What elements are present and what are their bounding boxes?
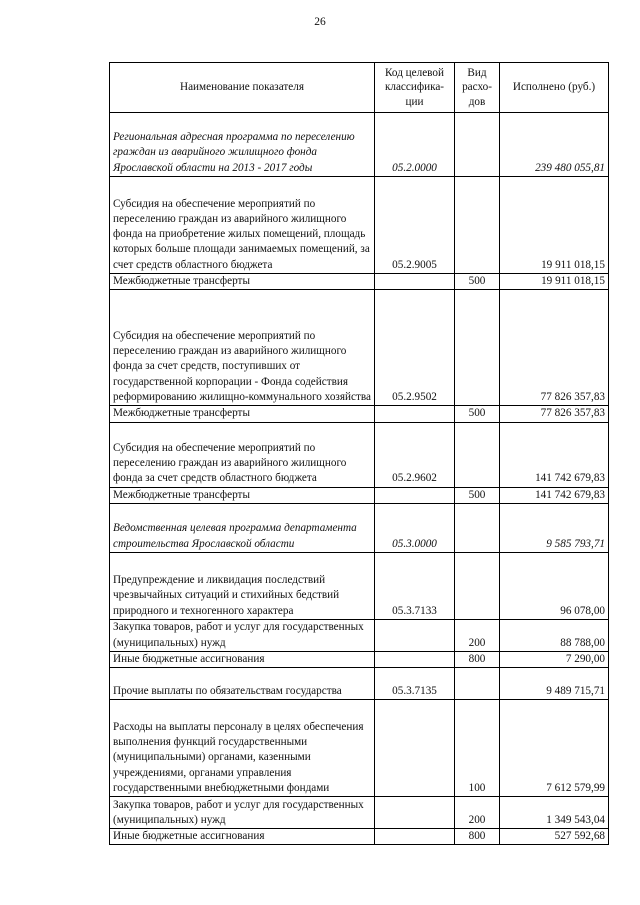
cell-type: 800 bbox=[455, 651, 500, 667]
cell-code: 05.2.9502 bbox=[375, 290, 455, 406]
cell-amount: 1 349 543,04 bbox=[500, 797, 609, 829]
cell-name: Иные бюджетные ассигнования bbox=[110, 829, 375, 845]
cell-code: 05.3.7133 bbox=[375, 552, 455, 619]
cell-code bbox=[375, 797, 455, 829]
table-row bbox=[110, 406, 609, 422]
table-row bbox=[110, 503, 609, 552]
table-row bbox=[110, 700, 609, 797]
cell-type: 200 bbox=[455, 797, 500, 829]
cell-code bbox=[375, 406, 455, 422]
cell-code: 05.3.0000 bbox=[375, 503, 455, 552]
cell-name: Закупка товаров, работ и услуг для государственных (муниципальных) нужд bbox=[110, 797, 375, 829]
cell-type bbox=[455, 668, 500, 700]
header-amount: Исполнено (руб.) bbox=[500, 63, 609, 113]
cell-name: Субсидия на обеспечение мероприятий по переселению граждан из аварийного жилищного фонда на приобретение жилых помещений, площадь которых больше площади занимаемых помещений, за счет средств областного бюджета bbox=[110, 177, 375, 274]
cell-type bbox=[455, 503, 500, 552]
cell-code: 05.2.0000 bbox=[375, 113, 455, 177]
cell-amount: 9 489 715,71 bbox=[500, 668, 609, 700]
cell-name: Межбюджетные трансферты bbox=[110, 487, 375, 503]
table-row bbox=[110, 274, 609, 290]
cell-type bbox=[455, 177, 500, 274]
cell-amount: 19 911 018,15 bbox=[500, 177, 609, 274]
budget-execution-table bbox=[109, 62, 609, 845]
cell-name: Закупка товаров, работ и услуг для государственных (муниципальных) нужд bbox=[110, 619, 375, 651]
cell-amount: 96 078,00 bbox=[500, 552, 609, 619]
cell-type: 100 bbox=[455, 700, 500, 797]
table-row bbox=[110, 113, 609, 177]
cell-type bbox=[455, 422, 500, 487]
cell-code bbox=[375, 274, 455, 290]
cell-type: 200 bbox=[455, 619, 500, 651]
header-name: Наименование показателя bbox=[110, 63, 375, 113]
page-number: 26 bbox=[314, 16, 326, 28]
cell-type: 800 bbox=[455, 829, 500, 845]
cell-type bbox=[455, 552, 500, 619]
cell-name: Субсидия на обеспечение мероприятий по переселению граждан из аварийного жилищного фонда за счет средств областного бюджета bbox=[110, 422, 375, 487]
table-row bbox=[110, 619, 609, 651]
cell-amount: 239 480 055,81 bbox=[500, 113, 609, 177]
header-code: Код целевой классифика-ции bbox=[375, 63, 455, 113]
cell-name: Региональная адресная программа по переселению граждан из аварийного жилищного фонда Ярославской области на 2013 - 2017 годы bbox=[110, 113, 375, 177]
cell-name: Прочие выплаты по обязательствам государства bbox=[110, 668, 375, 700]
cell-amount: 77 826 357,83 bbox=[500, 406, 609, 422]
cell-name: Расходы на выплаты персоналу в целях обеспечения выполнения функций государственными (муниципальными) органами, казенными учреждениями, органами управления государственными внебюджетными фондами bbox=[110, 700, 375, 797]
cell-code bbox=[375, 487, 455, 503]
cell-code bbox=[375, 700, 455, 797]
cell-amount: 141 742 679,83 bbox=[500, 487, 609, 503]
cell-type: 500 bbox=[455, 406, 500, 422]
table-row bbox=[110, 552, 609, 619]
cell-code bbox=[375, 829, 455, 845]
table-row bbox=[110, 651, 609, 667]
cell-code: 05.2.9602 bbox=[375, 422, 455, 487]
cell-amount: 19 911 018,15 bbox=[500, 274, 609, 290]
cell-amount: 527 592,68 bbox=[500, 829, 609, 845]
table-row bbox=[110, 668, 609, 700]
cell-name: Межбюджетные трансферты bbox=[110, 406, 375, 422]
cell-amount: 7 612 579,99 bbox=[500, 700, 609, 797]
cell-name: Ведомственная целевая программа департамента строительства Ярославской области bbox=[110, 503, 375, 552]
cell-name: Предупреждение и ликвидация последствий чрезвычайных ситуаций и стихийных бедствий природного и техногенного характера bbox=[110, 552, 375, 619]
table-header bbox=[110, 63, 609, 113]
cell-type: 500 bbox=[455, 487, 500, 503]
cell-code bbox=[375, 651, 455, 667]
table-row bbox=[110, 487, 609, 503]
cell-code: 05.2.9005 bbox=[375, 177, 455, 274]
cell-type bbox=[455, 290, 500, 406]
cell-amount: 9 585 793,71 bbox=[500, 503, 609, 552]
header-row bbox=[110, 63, 609, 113]
table-row bbox=[110, 177, 609, 274]
table-row bbox=[110, 797, 609, 829]
header-type: Вид расхо-дов bbox=[455, 63, 500, 113]
table-body bbox=[110, 113, 609, 845]
cell-name: Субсидия на обеспечение мероприятий по переселению граждан из аварийного жилищного фонда за счет средств, поступивших от государственной корпорации - Фонда содействия реформированию жилищно-коммунального хозяйства bbox=[110, 290, 375, 406]
cell-amount: 7 290,00 bbox=[500, 651, 609, 667]
cell-name: Иные бюджетные ассигнования bbox=[110, 651, 375, 667]
cell-amount: 88 788,00 bbox=[500, 619, 609, 651]
cell-type: 500 bbox=[455, 274, 500, 290]
cell-code: 05.3.7135 bbox=[375, 668, 455, 700]
cell-amount: 141 742 679,83 bbox=[500, 422, 609, 487]
cell-amount: 77 826 357,83 bbox=[500, 290, 609, 406]
table-row bbox=[110, 290, 609, 406]
cell-type bbox=[455, 113, 500, 177]
table-row bbox=[110, 829, 609, 845]
cell-name: Межбюджетные трансферты bbox=[110, 274, 375, 290]
cell-code bbox=[375, 619, 455, 651]
table-row bbox=[110, 422, 609, 487]
